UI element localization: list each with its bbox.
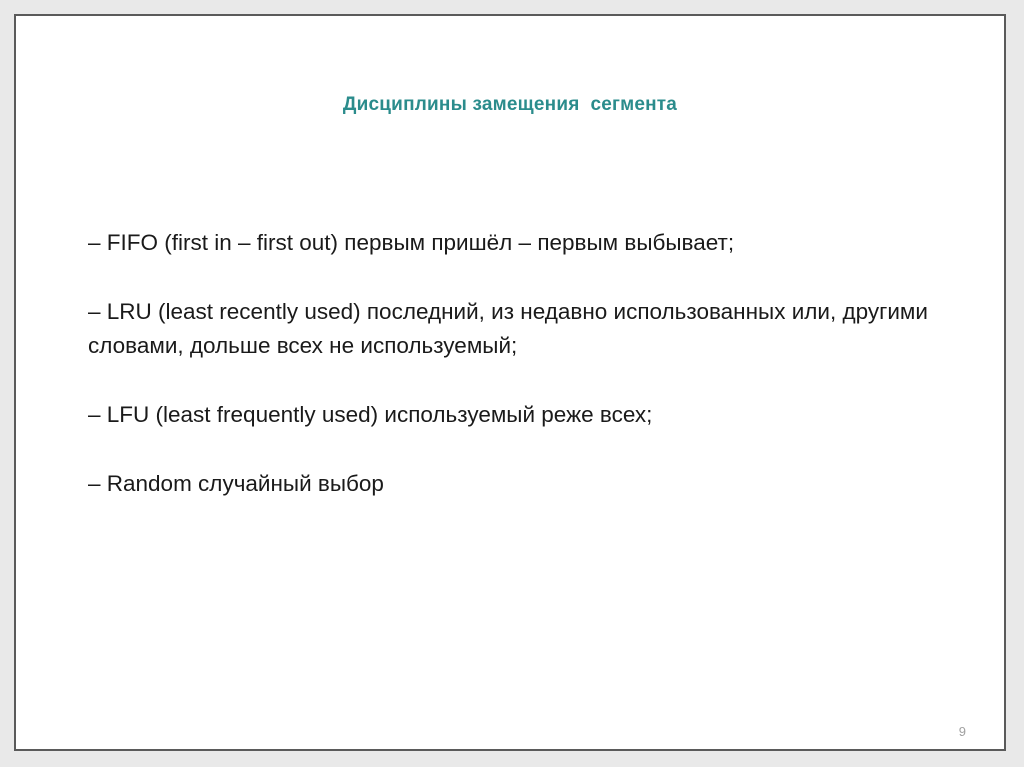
list-item-fifo: – FIFO (first in – first out) первым пришёл – первым выбывает; — [88, 230, 735, 255]
list-item-lfu: – LFU (least frequently used) используемый реже всех; — [88, 402, 653, 427]
slide-title: Дисциплины замещения сегмента — [342, 94, 678, 115]
replacement-disciplines-list — [88, 226, 948, 536]
page-number: 9 — [958, 724, 966, 739]
list-item-random: – Random случайный выбор — [88, 471, 384, 496]
slide — [14, 14, 1006, 751]
list-item-lru: – LRU (least recently used) последний, из недавно использованных или, другими словами, дольше всех не используемый; — [88, 299, 928, 358]
